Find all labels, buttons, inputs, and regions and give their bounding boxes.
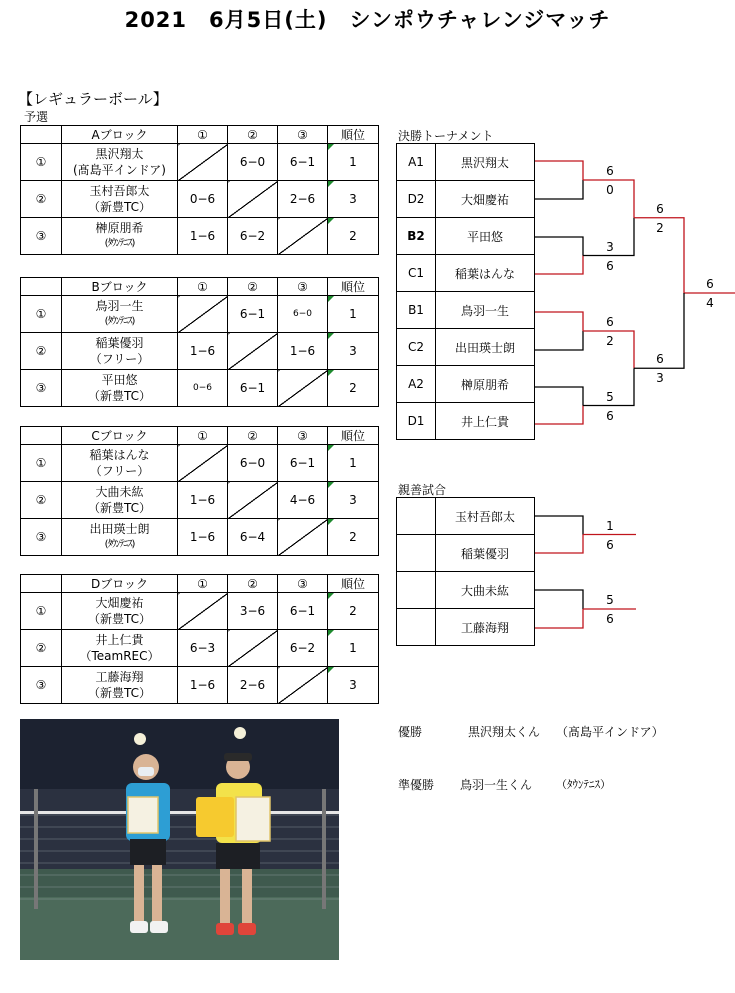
player-number: ①: [21, 445, 62, 482]
player-number: ②: [21, 333, 62, 370]
match-score: 0: [606, 183, 614, 197]
player-club: （フリー）: [89, 352, 150, 366]
rank-header: 順位: [328, 278, 379, 296]
player-number: ③: [21, 218, 62, 255]
score-cell: 6−2: [278, 630, 328, 667]
match-score: 1: [606, 518, 614, 533]
category-label: 【レギュラーボール】: [18, 90, 168, 108]
runner-up-line: [398, 776, 698, 792]
score-cell: 6−4: [228, 519, 278, 556]
seed: B1: [397, 292, 436, 329]
score-cell: 1−6: [178, 519, 228, 556]
player-name: 大曲未紘: [95, 485, 144, 499]
col-2-header: ②: [228, 126, 278, 144]
runner-up-club: （ﾀｳﾝﾃﾆｽ）: [556, 778, 611, 791]
score-cell: 1−6: [178, 482, 228, 519]
runner-up-name: 鳥羽一生くん: [460, 778, 533, 792]
player-club: （新豊TC）: [87, 686, 151, 700]
match-score: 5: [606, 389, 614, 404]
rank-cell: 2: [328, 593, 379, 630]
seed: A2: [397, 366, 436, 403]
col-2-header: ②: [228, 427, 278, 445]
score-cell: 6−0: [228, 144, 278, 181]
winner-name: 黒沢翔太くん: [468, 725, 541, 739]
rank-cell: 1: [328, 445, 379, 482]
player-number: ②: [21, 181, 62, 218]
col-3-header: ③: [278, 278, 328, 296]
player-club: （TeamREC）: [79, 649, 160, 663]
bracket-line: [535, 180, 583, 199]
match-score: 6: [606, 315, 614, 329]
col-1-header: ①: [178, 278, 228, 296]
bracket-line: [535, 387, 583, 406]
rank-cell: 3: [328, 333, 379, 370]
winner-label: 優勝: [398, 725, 423, 739]
score-cell: 6−0: [228, 445, 278, 482]
entry-name: 稲葉優羽: [436, 535, 535, 572]
entry-name: 平田悠: [436, 218, 535, 255]
seed: D1: [397, 403, 436, 440]
col-3-header: ③: [278, 427, 328, 445]
rank-header: 順位: [328, 126, 379, 144]
match-score: 3: [606, 239, 614, 254]
score-cell: 1−6: [278, 333, 328, 370]
page-title: 2021 6月5日(土) シンポウチャレンジマッチ: [124, 8, 611, 32]
player-name: 榊原朋希: [95, 221, 144, 235]
block-name: Cブロック: [62, 427, 178, 445]
player-club: （フリー）: [89, 464, 150, 478]
rank-header: 順位: [328, 427, 379, 445]
score-cell: 6−1: [278, 445, 328, 482]
player-name: 工藤海翔: [95, 670, 144, 684]
player-name: 井上仁貴: [95, 633, 144, 647]
block-name: Aブロック: [62, 126, 178, 144]
winners-photo: [20, 719, 339, 960]
match-score: 6: [656, 352, 664, 367]
seed: A1: [397, 144, 436, 181]
score-cell: 6−3: [178, 630, 228, 667]
player-name: 大畑慶祐: [95, 596, 144, 610]
player-club: (髙島平インドア): [72, 163, 166, 177]
rank-cell: 3: [328, 181, 379, 218]
player-number: ①: [21, 296, 62, 333]
rank-cell: 1: [328, 630, 379, 667]
rank-cell: 1: [328, 144, 379, 181]
player-club: (ﾀｳﾝﾃﾆｽ): [104, 238, 135, 249]
match-score: 4: [706, 296, 714, 310]
player-club: （新豊TC）: [87, 200, 151, 214]
player-number: ②: [21, 630, 62, 667]
col-1-header: ①: [178, 427, 228, 445]
player-name: 出田瑛士朗: [89, 522, 150, 536]
score-cell: 1−6: [178, 333, 228, 370]
match-score: 6: [606, 537, 614, 552]
entry-name: 鳥羽一生: [436, 292, 535, 329]
entry-name: 井上仁貴: [436, 403, 535, 440]
match-score: 6: [656, 201, 664, 216]
rank-cell: 3: [328, 667, 379, 704]
block-name: Dブロック: [62, 575, 178, 593]
col-2-header: ②: [228, 575, 278, 593]
entry-name: 榊原朋希: [436, 366, 535, 403]
bracket-line: [535, 406, 583, 425]
entry-name: 大畑慶祐: [436, 181, 535, 218]
score-cell: 6−1: [278, 144, 328, 181]
player-number: ②: [21, 482, 62, 519]
score-cell: 6−2: [228, 218, 278, 255]
match-score: 6: [606, 258, 614, 273]
entry-name: 黒沢翔太: [436, 144, 535, 181]
block-name: Bブロック: [62, 278, 178, 296]
entry-name: 玉村吾郎太: [436, 498, 535, 535]
bracket-line: [535, 256, 583, 275]
friendly-label: 親善試合: [398, 483, 447, 497]
col-1-header: ①: [178, 126, 228, 144]
rank-header: 順位: [328, 575, 379, 593]
entry-name: 稲葉はんな: [436, 255, 535, 292]
player-name: 鳥羽一生: [95, 299, 144, 313]
player-number: ③: [21, 370, 62, 407]
seed: C1: [397, 255, 436, 292]
rank-cell: 2: [328, 218, 379, 255]
score-cell: 0−6: [178, 370, 228, 407]
rank-cell: 2: [328, 519, 379, 556]
rank-cell: 1: [328, 296, 379, 333]
player-number: ③: [21, 519, 62, 556]
col-3-header: ③: [278, 575, 328, 593]
score-cell: 4−6: [278, 482, 328, 519]
match-score: 3: [656, 371, 664, 386]
player-club: (ﾀｳﾝﾃﾆｽ): [104, 316, 135, 327]
match-score: 6: [606, 164, 614, 178]
score-cell: 0−6: [178, 181, 228, 218]
prelim-label: 予選: [24, 110, 49, 124]
seed: D2: [397, 181, 436, 218]
col-2-header: ②: [228, 278, 278, 296]
match-score: 6: [606, 612, 614, 626]
match-score: 5: [606, 593, 614, 607]
entry-name: 大曲未紘: [436, 572, 535, 609]
score-cell: 1−6: [178, 667, 228, 704]
match-score: 6: [606, 408, 614, 423]
entry-name: 出田瑛士朗: [436, 329, 535, 366]
score-cell: 6−1: [228, 296, 278, 333]
player-name: 稲葉優羽: [95, 336, 144, 350]
score-cell: 2−6: [278, 181, 328, 218]
rank-cell: 3: [328, 482, 379, 519]
winner-line: [398, 723, 698, 739]
seed: C2: [397, 329, 436, 366]
col-1-header: ①: [178, 575, 228, 593]
bracket-line: [535, 237, 583, 256]
bracket-line: [535, 516, 583, 535]
player-club: （新豊TC）: [87, 612, 151, 626]
player-name: 黒沢翔太: [95, 147, 144, 161]
bracket-line: [535, 590, 583, 609]
seed: B2: [397, 218, 436, 255]
rank-cell: 2: [328, 370, 379, 407]
bracket-line: [535, 331, 583, 350]
player-name: 稲葉はんな: [89, 448, 150, 462]
runner-up-label: 準優勝: [398, 778, 435, 792]
score-cell: 3−6: [228, 593, 278, 630]
player-name: 玉村吾郎太: [89, 184, 150, 198]
entry-name: 工藤海翔: [436, 609, 535, 646]
player-number: ①: [21, 144, 62, 181]
score-cell: 6−1: [228, 370, 278, 407]
player-club: (ﾀｳﾝﾃﾆｽ): [104, 539, 135, 550]
player-name: 平田悠: [101, 373, 138, 387]
player-number: ①: [21, 593, 62, 630]
player-number: ③: [21, 667, 62, 704]
score-cell: 6−0: [278, 296, 328, 333]
match-score: 6: [706, 277, 714, 291]
match-score: 2: [656, 220, 664, 235]
player-club: （新豊TC）: [87, 389, 151, 403]
score-cell: 2−6: [228, 667, 278, 704]
winner-club: （髙島平インドア）: [556, 725, 664, 739]
match-score: 2: [606, 334, 614, 348]
bracket-line: [535, 312, 583, 331]
player-club: （新豊TC）: [87, 501, 151, 515]
score-cell: 1−6: [178, 218, 228, 255]
col-3-header: ③: [278, 126, 328, 144]
tournament-label: 決勝トーナメント: [398, 129, 494, 143]
bracket-line: [535, 609, 583, 628]
bracket-line: [535, 161, 583, 180]
score-cell: 6−1: [278, 593, 328, 630]
bracket-line: [535, 535, 583, 554]
